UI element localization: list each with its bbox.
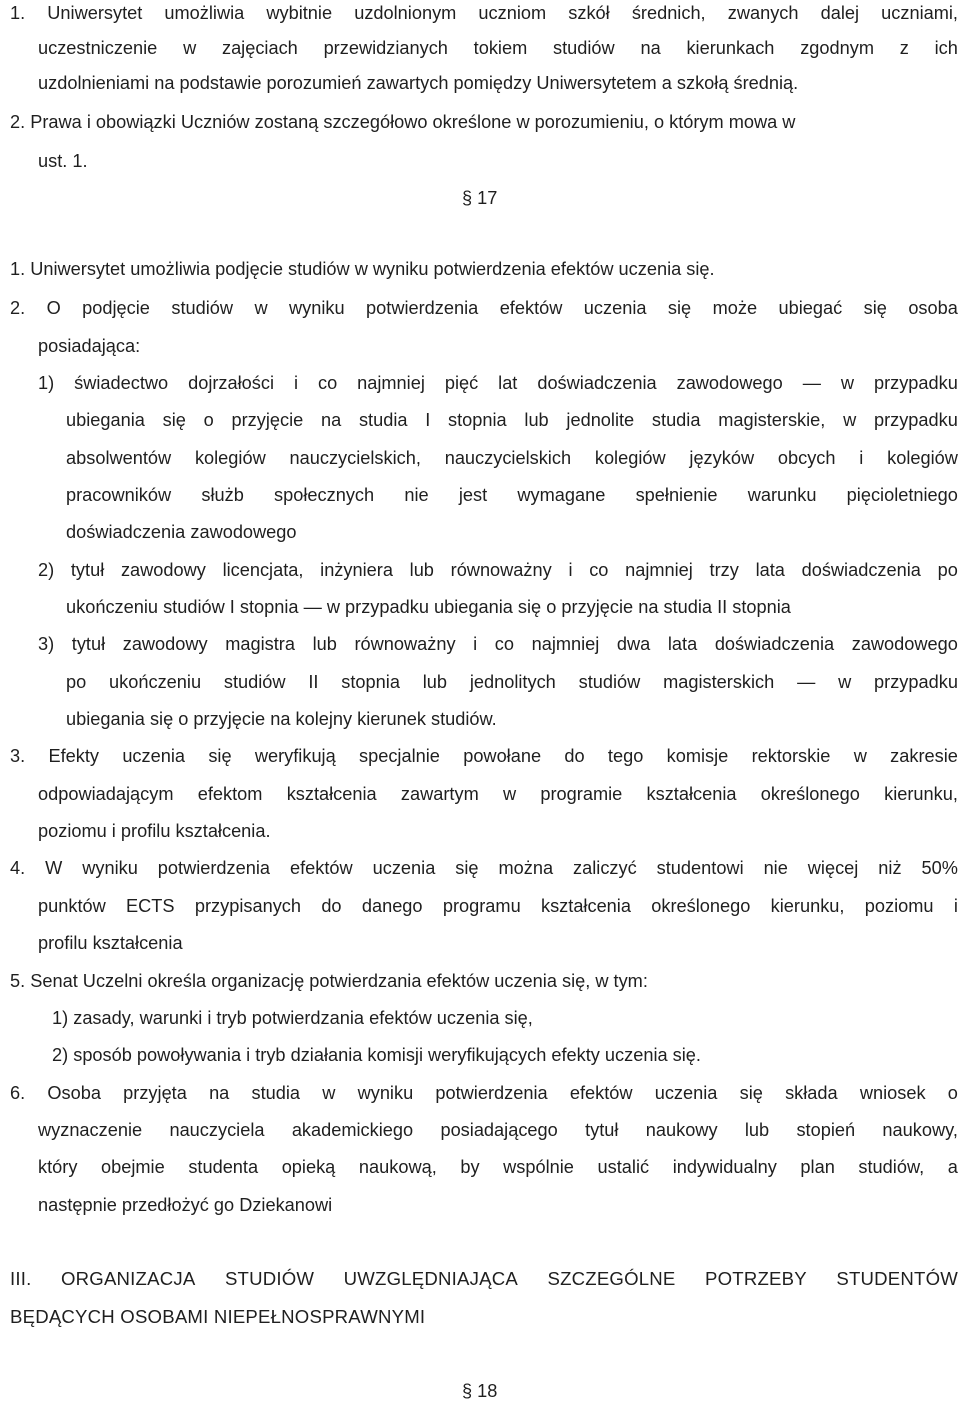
word: w <box>843 410 857 430</box>
word: umożliwia <box>164 3 245 23</box>
word: w <box>254 298 268 318</box>
word: magisterskie, <box>718 410 826 430</box>
word: efektów <box>569 1083 633 1103</box>
word: jednolitych <box>469 672 556 692</box>
word: nie <box>404 485 429 505</box>
list-item-line <box>38 635 958 653</box>
word: społecznych <box>274 485 375 505</box>
paragraph-line <box>38 785 958 803</box>
word: naukowy, <box>882 1120 958 1140</box>
paragraph-line <box>38 39 958 57</box>
word: w <box>838 672 852 692</box>
word: tego <box>607 746 644 766</box>
word: równoważny <box>450 560 552 580</box>
word: przyjęta <box>123 1083 187 1103</box>
word: by <box>460 1157 480 1177</box>
word: ukończeniu <box>109 672 202 692</box>
list-item-line <box>66 486 958 504</box>
paragraph-line: 1. Uniwersytet umożliwia podjęcie studiów w wyniku potwierdzenia efektów uczenia się. <box>10 259 715 279</box>
word: II <box>308 672 319 692</box>
word: tytuł <box>71 634 106 654</box>
word: studia <box>358 410 408 430</box>
word: w <box>853 746 867 766</box>
word: wyniku <box>357 1083 414 1103</box>
word: o <box>947 1083 958 1103</box>
word: programie <box>540 784 623 804</box>
word: nauczycielskich <box>444 448 572 468</box>
word: SZCZEGÓLNE <box>547 1268 676 1289</box>
word: kierunku, <box>884 784 958 804</box>
word: spełnienie <box>635 485 718 505</box>
word: programu <box>442 896 521 916</box>
word: licencjata, <box>222 560 304 580</box>
list-item-line <box>66 411 958 429</box>
word: stopnia <box>341 672 400 692</box>
word: nauczyciela <box>169 1120 265 1140</box>
word: obejmie <box>101 1157 165 1177</box>
word: co <box>317 373 338 393</box>
word: się <box>208 746 232 766</box>
word: wymagane <box>517 485 606 505</box>
word: posiadającego <box>440 1120 558 1140</box>
word: uczenia <box>654 1083 718 1103</box>
word: składa <box>785 1083 838 1103</box>
word: studia <box>651 410 701 430</box>
word: 3) <box>38 634 55 654</box>
word: i <box>953 896 958 916</box>
word: 4. <box>10 858 26 878</box>
list-item-line <box>66 449 958 467</box>
list-item-line <box>66 673 958 691</box>
word: szkół <box>568 3 610 23</box>
word: inżyniera <box>320 560 393 580</box>
word: może <box>712 298 758 318</box>
word: magisterskich <box>663 672 775 692</box>
word: i <box>293 373 299 393</box>
word: osoba <box>908 298 958 318</box>
word: podjęcie <box>82 298 150 318</box>
word: lat <box>498 373 518 393</box>
word: uczenia <box>583 298 647 318</box>
word: I <box>425 410 431 430</box>
word: w <box>183 38 197 58</box>
word: STUDIÓW <box>224 1268 315 1289</box>
word: STUDENTÓW <box>836 1268 958 1289</box>
word: lata <box>755 560 785 580</box>
word: służb <box>201 485 244 505</box>
list-item-line: ukończeniu studiów I stopnia — w przypadku ubiegania się o przyjęcie na studia II stopnia <box>66 597 791 617</box>
word: efektów <box>289 858 353 878</box>
word: kolegiów <box>594 448 666 468</box>
word: tytuł <box>70 560 105 580</box>
word: uczniami, <box>881 3 958 23</box>
word: uczenia <box>122 746 186 766</box>
word: określonego <box>651 896 751 916</box>
word: efektów <box>499 298 563 318</box>
paragraph-line: uzdolnieniami na podstawie porozumień zawartych pomiędzy Uniwersytetem a szkołą średnią. <box>38 73 799 93</box>
word: specjalnie <box>359 746 440 766</box>
word: potwierdzenia <box>435 1083 548 1103</box>
word: jednolite <box>566 410 635 430</box>
paragraph-line <box>38 897 958 915</box>
word: — <box>797 672 816 692</box>
word: zgodnym <box>800 38 874 58</box>
word: warunku <box>747 485 817 505</box>
word: W <box>45 858 63 878</box>
word: kształcenia <box>286 784 377 804</box>
paragraph-line <box>10 859 958 877</box>
word: ustalić <box>597 1157 650 1177</box>
word: uczenia <box>372 858 436 878</box>
word: 2) <box>38 560 55 580</box>
word: studenta <box>188 1157 259 1177</box>
list-item-line: 2) sposób powoływania i tryb działania komisji weryfikujących efekty uczenia się. <box>52 1045 701 1065</box>
word: wyniku <box>289 298 345 318</box>
word: III. <box>10 1268 32 1289</box>
word: studiów, <box>858 1157 925 1177</box>
list-item-line <box>38 561 958 579</box>
chapter-heading-line: BĘDĄCYCH OSOBAMI NIEPEŁNOSPRAWNYMI <box>10 1306 426 1327</box>
word: efektom <box>197 784 263 804</box>
word: języków <box>689 448 755 468</box>
word: najmniej <box>625 560 693 580</box>
word: 6. <box>10 1083 26 1103</box>
word: który <box>38 1157 78 1177</box>
word: obcych <box>777 448 836 468</box>
word: komisje <box>666 746 729 766</box>
word: tokiem <box>473 38 528 58</box>
paragraph-line: profilu kształcenia <box>38 933 183 953</box>
word: tytuł <box>585 1120 619 1140</box>
word: można <box>498 858 554 878</box>
word: danego <box>361 896 423 916</box>
word: zawodowy <box>120 560 206 580</box>
word: plan <box>800 1157 835 1177</box>
paragraph-line <box>38 1158 958 1176</box>
word: O <box>46 298 61 318</box>
word: potwierdzenia <box>366 298 479 318</box>
word: po <box>66 672 87 692</box>
word: zawodowego <box>851 634 958 654</box>
word: stopnia <box>448 410 507 430</box>
word: pięć <box>444 373 479 393</box>
word: pracowników <box>66 485 172 505</box>
word: się <box>162 410 186 430</box>
word: wyznaczenie <box>38 1120 143 1140</box>
word: studia <box>251 1083 301 1103</box>
word: najmniej <box>357 373 425 393</box>
word: Osoba <box>47 1083 101 1103</box>
paragraph-line <box>10 299 958 317</box>
word: i <box>568 560 573 580</box>
word: 50% <box>921 858 958 878</box>
word: uczniom <box>478 3 547 23</box>
word: świadectwo <box>74 373 169 393</box>
word: akademickiego <box>291 1120 414 1140</box>
word: powołane <box>463 746 542 766</box>
word: indywidualny <box>672 1157 777 1177</box>
word: się <box>455 858 479 878</box>
word: w <box>502 784 517 804</box>
word: uczestniczenie <box>38 38 158 58</box>
word: zawodowy <box>122 634 208 654</box>
paragraph-line: 2. Prawa i obowiązki Uczniów zostaną szczegółowo określone w porozumieniu, o którym mowa w <box>10 112 796 132</box>
word: 1) <box>38 373 55 393</box>
list-item-line: doświadczenia zawodowego <box>66 522 297 542</box>
word: doświadczenia <box>537 373 657 393</box>
paragraph-line: posiadająca: <box>38 336 141 356</box>
word: przypadku <box>873 410 958 430</box>
word: pięcioletniego <box>846 485 958 505</box>
word: na <box>640 38 661 58</box>
chapter-heading-line <box>10 1270 958 1289</box>
word: zawartym <box>400 784 479 804</box>
word: ubiegać <box>778 298 843 318</box>
word: dwa <box>616 634 651 654</box>
word: lata <box>667 634 698 654</box>
word: zakresie <box>890 746 958 766</box>
word: średnich, <box>631 3 706 23</box>
section-number: § 18 <box>462 1381 498 1401</box>
paragraph-line: poziomu i profilu kształcenia. <box>38 821 271 841</box>
word: wspólnie <box>503 1157 574 1177</box>
word: lub <box>744 1120 770 1140</box>
word: wniosek <box>859 1083 926 1103</box>
word: najmniej <box>531 634 600 654</box>
word: naukowy <box>645 1120 718 1140</box>
word: lub <box>312 634 337 654</box>
word: wybitnie <box>266 3 333 23</box>
word: studiów <box>578 672 641 692</box>
word: po <box>937 560 958 580</box>
word: zawodowego <box>676 373 783 393</box>
word: a <box>947 1157 958 1177</box>
paragraph-line: 5. Senat Uczelni określa organizację potwierdzania efektów uczenia się, w tym: <box>10 971 648 991</box>
word: POTRZEBY <box>705 1268 807 1289</box>
word: w <box>322 1083 336 1103</box>
word: poziomu <box>864 896 934 916</box>
section-number: § 17 <box>462 188 498 208</box>
word: się <box>863 298 887 318</box>
list-item-line: 1) zasady, warunki i tryb potwierdzania efektów uczenia się, <box>52 1008 533 1028</box>
word: równoważny <box>354 634 456 654</box>
word: więcej <box>807 858 859 878</box>
word: przyjęcie <box>231 410 304 430</box>
word: naukową, <box>358 1157 437 1177</box>
word: przypadku <box>874 672 958 692</box>
word: lub <box>422 672 448 692</box>
word: zajęciach <box>221 38 298 58</box>
word: jest <box>458 485 488 505</box>
word: weryfikują <box>254 746 336 766</box>
word: 2. <box>10 298 26 318</box>
word: do <box>564 746 585 766</box>
word: rektorskie <box>751 746 831 766</box>
word: z <box>899 38 909 58</box>
word: ECTS <box>126 896 175 916</box>
word: studentowi <box>656 858 744 878</box>
word: kolegiów <box>194 448 266 468</box>
word: studiów <box>223 672 286 692</box>
word: studiów <box>171 298 234 318</box>
word: 1. <box>10 3 26 23</box>
word: dalej <box>820 3 860 23</box>
word: przypadku <box>873 373 958 393</box>
word: w <box>840 373 854 393</box>
list-item-line <box>38 374 958 392</box>
word: na <box>320 410 342 430</box>
word: lub <box>409 560 434 580</box>
word: kształcenia <box>540 896 631 916</box>
word: 3. <box>10 746 26 766</box>
word: UWZGLĘDNIAJĄCA <box>343 1268 518 1289</box>
word: opieką <box>281 1157 336 1177</box>
word: ich <box>934 38 958 58</box>
word: punktów <box>38 896 106 916</box>
word: odpowiadającym <box>38 784 174 804</box>
paragraph-line: następnie przedłożyć go Dziekanowi <box>38 1195 333 1215</box>
word: nie <box>763 858 788 878</box>
word: doświadczenia <box>801 560 921 580</box>
word: wyniku <box>82 858 138 878</box>
word: potwierdzenia <box>157 858 271 878</box>
word: trzy <box>709 560 739 580</box>
word: zaliczyć <box>573 858 637 878</box>
word: kształcenia <box>646 784 737 804</box>
word: się <box>667 298 692 318</box>
word: kierunku, <box>770 896 845 916</box>
word: magistra <box>225 634 295 654</box>
word: przewidzianych <box>323 38 448 58</box>
word: Uniwersytet <box>47 3 143 23</box>
word: studiów <box>553 38 615 58</box>
word: do <box>321 896 342 916</box>
word: ubiegania <box>66 410 145 430</box>
word: absolwentów <box>66 448 172 468</box>
paragraph-line: ust. 1. <box>38 151 88 171</box>
paragraph-line <box>10 1084 958 1102</box>
word: — <box>802 373 821 393</box>
word: uzdolnionym <box>354 3 457 23</box>
list-item-line: ubiegania się o przyjęcie na kolejny kierunek studiów. <box>66 709 497 729</box>
word: doświadczenia <box>714 634 835 654</box>
word: kolegiów <box>887 448 958 468</box>
word: o <box>203 410 214 430</box>
word: co <box>494 634 514 654</box>
word: i <box>859 448 864 468</box>
word: Efekty <box>48 746 100 766</box>
word: co <box>589 560 609 580</box>
word: przypisanych <box>194 896 302 916</box>
paragraph-line <box>10 4 958 22</box>
word: lub <box>524 410 549 430</box>
word: kierunkach <box>686 38 775 58</box>
word: się <box>739 1083 763 1103</box>
word: określonego <box>760 784 860 804</box>
word: i <box>473 634 478 654</box>
word: dojrzałości <box>188 373 275 393</box>
paragraph-line <box>10 747 958 765</box>
word: ORGANIZACJA <box>60 1268 196 1289</box>
word: stopień <box>796 1120 856 1140</box>
word: zwanych <box>727 3 799 23</box>
word: nauczycielskich, <box>289 448 421 468</box>
word: niż <box>878 858 902 878</box>
word: na <box>209 1083 230 1103</box>
paragraph-line <box>38 1121 958 1139</box>
